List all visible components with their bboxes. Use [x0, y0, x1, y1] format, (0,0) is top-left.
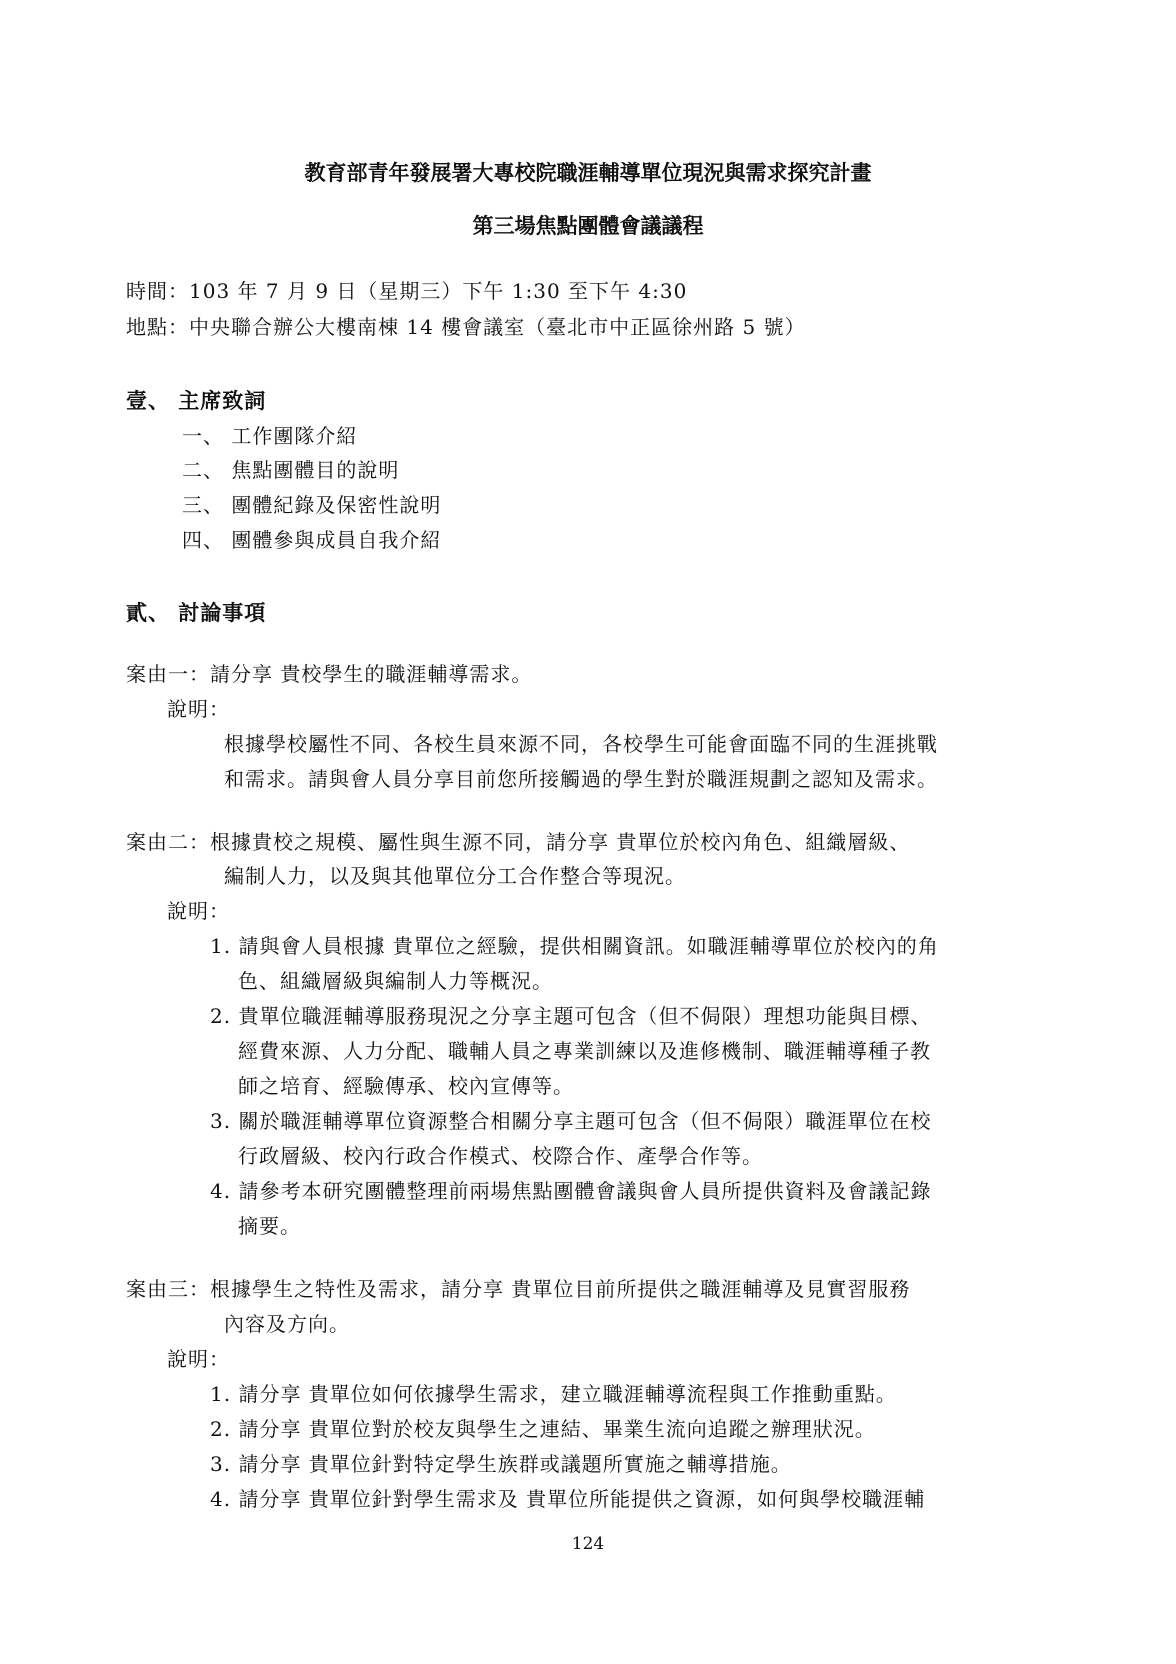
agenda-item: 四、 團體參與成員自我介紹 — [182, 528, 442, 552]
case-3-item: 2. 請分享 貴單位對於校友與學生之連結、畢業生流向追蹤之辦理狀況。 — [210, 1417, 876, 1441]
case-2-item: 1. 請與會人員根據 貴單位之經驗，提供相關資訊。如職涯輔導單位於校內的角 — [210, 934, 939, 958]
document-title: 教育部青年發展署大專校院職涯輔導單位現況與需求探究計畫 — [304, 161, 872, 185]
agenda-item: 二、 焦點團體目的說明 — [182, 458, 400, 482]
meeting-time: 時間：103 年 7 月 9 日（星期三）下午 1:30 至下午 4:30 — [126, 279, 688, 303]
case-2-item-cont: 師之培育、經驗傳承、校內宣傳等。 — [238, 1074, 574, 1098]
case-3-item: 1. 請分享 貴單位如何依據學生需求，建立職涯輔導流程與工作推動重點。 — [210, 1382, 897, 1406]
explain-label: 說明： — [167, 899, 230, 923]
meeting-place: 地點：中央聯合辦公大樓南棟 14 樓會議室（臺北市中正區徐州路 5 號） — [126, 315, 806, 339]
explain-label: 說明： — [167, 697, 230, 721]
case-2-item: 3. 關於職涯輔導單位資源整合相關分享主題可包含（但不侷限）職涯單位在校 — [210, 1109, 932, 1133]
case-1-text: 和需求。請與會人員分享目前您所接觸過的學生對於職涯規劃之認知及需求。 — [224, 767, 938, 791]
case-3-title-cont: 內容及方向。 — [224, 1312, 350, 1336]
case-1-text: 根據學校屬性不同、各校生員來源不同，各校學生可能會面臨不同的生涯挑戰 — [224, 732, 938, 756]
case-2-item-cont: 摘要。 — [238, 1214, 301, 1238]
section-heading-1: 壹、 主席致詞 — [126, 389, 267, 413]
case-2-item: 4. 請參考本研究團體整理前兩場焦點團體會議與會人員所提供資料及會議記錄 — [210, 1179, 932, 1203]
explain-label: 說明： — [167, 1347, 230, 1371]
agenda-item: 一、 工作團隊介紹 — [182, 424, 358, 448]
case-2-title: 案由二：根據貴校之規模、屬性與生源不同，請分享 貴單位於校內角色、組織層級、 — [126, 830, 911, 854]
case-3-item: 4. 請分享 貴單位針對學生需求及 貴單位所能提供之資源，如何與學校職涯輔 — [210, 1487, 926, 1511]
case-2-title-cont: 編制人力，以及與其他單位分工合作整合等現況。 — [224, 864, 686, 888]
case-2-item: 2. 貴單位職涯輔導服務現況之分享主題可包含（但不侷限）理想功能與目標、 — [210, 1004, 932, 1028]
case-1-title: 案由一：請分享 貴校學生的職涯輔導需求。 — [126, 662, 533, 686]
case-2-item-cont: 色、組織層級與編制人力等概況。 — [238, 969, 553, 993]
section-heading-2: 貳、 討論事項 — [126, 601, 267, 625]
page-number: 124 — [571, 1534, 605, 1554]
case-2-item-cont: 經費來源、人力分配、職輔人員之專業訓練以及進修機制、職涯輔導種子教 — [238, 1039, 931, 1063]
document-subtitle: 第三場焦點團體會議議程 — [472, 214, 704, 238]
case-3-title: 案由三：根據學生之特性及需求，請分享 貴單位目前所提供之職涯輔導及見實習服務 — [126, 1277, 911, 1301]
case-3-item: 3. 請分享 貴單位針對特定學生族群或議題所實施之輔導措施。 — [210, 1452, 792, 1476]
case-2-item-cont: 行政層級、校內行政合作模式、校際合作、產學合作等。 — [238, 1144, 763, 1168]
agenda-item: 三、 團體紀錄及保密性說明 — [182, 493, 442, 517]
